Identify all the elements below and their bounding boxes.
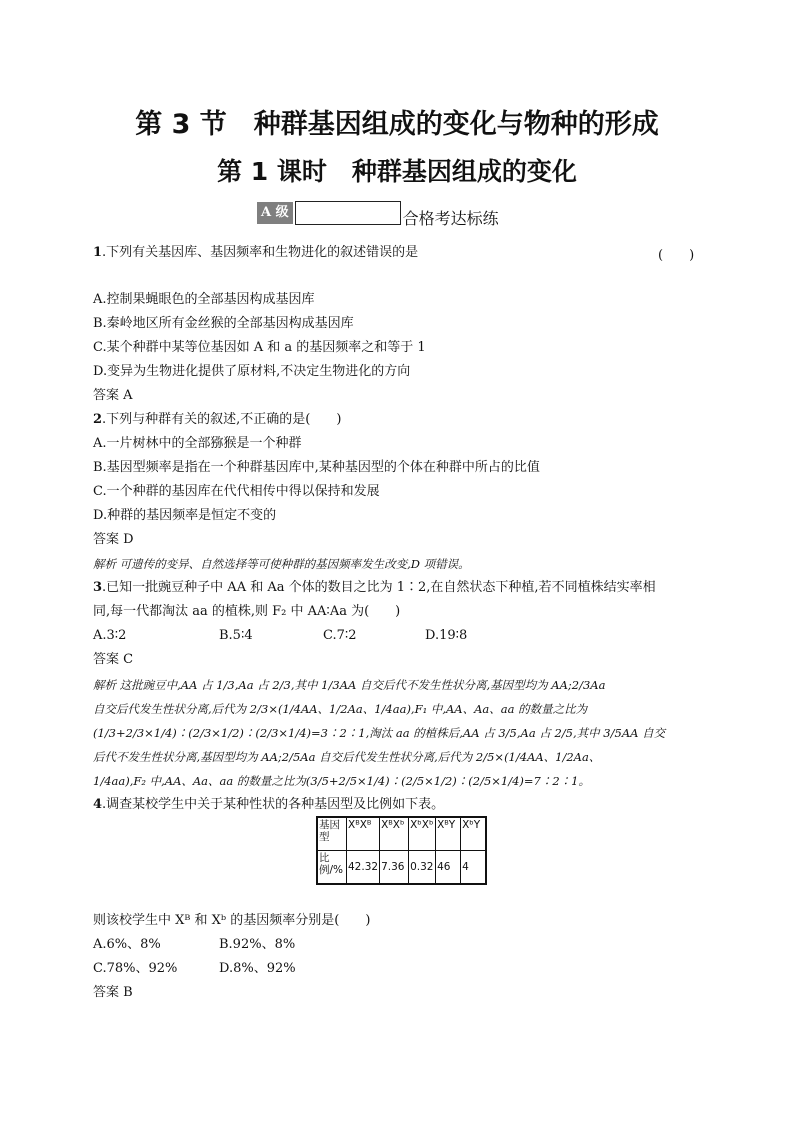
q2-option-d: D.种群的基因频率是恒定不变的: [93, 508, 277, 523]
table-cell: 0.32: [409, 851, 436, 885]
q4-option-c: C.78%、92%: [93, 961, 178, 976]
q3-option-b: B.5∶4: [219, 628, 253, 643]
table-header-row: [317, 817, 486, 851]
table-header-cell: XᴮY: [436, 817, 461, 851]
q3-solution-line: 1/4aa),F₂ 中,AA、Aa、aa 的数量之比为(3/5+2/5×1/4)∶(2/5×1/2)∶(2/5×1/4)=7∶2∶1。: [93, 774, 591, 788]
q4-question: 则该校学生中 Xᴮ 和 Xᵇ 的基因频率分别是( ): [93, 913, 371, 928]
q2-option-b: B.基因型频率是指在一个种群基因库中,某种基因型的个体在种群中所占的比值: [93, 460, 540, 475]
q1-option-b: B.秦岭地区所有金丝猴的全部基因构成基因库: [93, 316, 354, 331]
q1-number: 1: [93, 245, 103, 260]
q1-stem: [93, 244, 418, 262]
q3-solution-line: 自交后代发生性状分离,后代为 2/3×(1/4AA、1/2Aa、1/4aa),F₁ 中,AA、Aa、aa 的数量之比为: [93, 702, 588, 716]
q1-answer: 答案 A: [93, 388, 133, 403]
q1-stem-text: .下列有关基因库、基因频率和生物进化的叙述错误的是: [102, 245, 419, 260]
level-text: 合格考达标练: [402, 208, 499, 228]
q3-stem-text1: .已知一批豌豆种子中 AA 和 Aa 个体的数目之比为 1∶2,在自然状态下种植,若不同植株结实率相: [102, 580, 656, 595]
q1-answer-paren: ( ): [658, 248, 695, 263]
q4-number: 4: [93, 797, 103, 812]
table-header-cell: XᴮXᴮ: [347, 817, 380, 851]
section-title: 第 3 节 种群基因组成的变化与物种的形成: [135, 109, 659, 140]
q3-option-c: C.7∶2: [323, 628, 357, 643]
q2-stem-text: .下列与种群有关的叙述,不正确的是( ): [102, 412, 342, 427]
level-badge: A 级: [257, 202, 293, 224]
q2-number: 2: [93, 412, 103, 427]
q3-solution-line: 后代不发生性状分离,基因型均为 AA;2/5Aa 自交后代发生性状分离,后代为 2/5×(1/4AA、1/2Aa、: [93, 750, 601, 764]
table-cell: 4: [461, 851, 487, 885]
q1-option-d: D.变异为生物进化提供了原材料,不决定生物进化的方向: [93, 364, 411, 379]
q4-stem-text: .调查某校学生中关于某种性状的各种基因型及比例如下表。: [102, 797, 445, 812]
table-cell: 46: [436, 851, 461, 885]
q4-option-d: D.8%、92%: [219, 961, 296, 976]
table-cell: 7.36: [380, 851, 409, 885]
genotype-table: [316, 816, 487, 885]
table-header-cell: XᴮXᵇ: [380, 817, 409, 851]
q4-answer: 答案 B: [93, 985, 133, 1000]
level-banner: [257, 200, 499, 226]
q1-option-a: A.控制果蝇眼色的全部基因构成基因库: [93, 292, 315, 307]
q3-option-a: A.3∶2: [93, 628, 127, 643]
table-cell: 42.32: [347, 851, 380, 885]
q3-solution-line: (1/3+2/3×1/4)∶(2/3×1/2)∶(2/3×1/4)=3∶2∶1,淘汰 aa 的植株后,AA 占 3/5,Aa 占 2/5,其中 3/5AA 自交: [93, 726, 666, 740]
q2-option-c: C.一个种群的基因库在代代相传中得以保持和发展: [93, 484, 380, 499]
q3-number: 3: [93, 580, 103, 595]
q2-option-a: A.一片树林中的全部猕猴是一个种群: [93, 436, 302, 451]
level-blank-box: [295, 201, 401, 225]
q3-stem-line2: 同,每一代都淘汰 aa 的植株,则 F₂ 中 AA∶Aa 为( ): [93, 604, 401, 619]
lesson-title: 第 1 课时 种群基因组成的变化: [217, 157, 577, 186]
q3-stem-line1: [93, 579, 656, 597]
q2-answer: 答案 D: [93, 532, 134, 547]
table-header-cell: XᵇXᵇ: [409, 817, 436, 851]
q4-stem: [93, 796, 444, 814]
q3-answer: 答案 C: [93, 652, 134, 667]
q3-solution-line: 解析 这批豌豆中,AA 占 1/3,Aa 占 2/3,其中 1/3AA 自交后代不发生性状分离,基因型均为 AA;2/3Aa: [93, 678, 606, 692]
q3-option-d: D.19∶8: [425, 628, 468, 643]
table-header-cell: XᵇY: [461, 817, 487, 851]
q4-option-b: B.92%、8%: [219, 937, 296, 952]
table-header-cell: 基因型: [317, 817, 347, 851]
q4-option-a: A.6%、8%: [93, 937, 161, 952]
table-row-label: 比例/%: [317, 851, 347, 885]
q2-solution: 解析 可遗传的变异、自然选择等可使种群的基因频率发生改变,D 项错误。: [93, 557, 470, 571]
table-row: [317, 851, 486, 885]
q1-option-c: C.某个种群中某等位基因如 A 和 a 的基因频率之和等于 1: [93, 340, 426, 355]
q2-stem: [93, 411, 341, 429]
